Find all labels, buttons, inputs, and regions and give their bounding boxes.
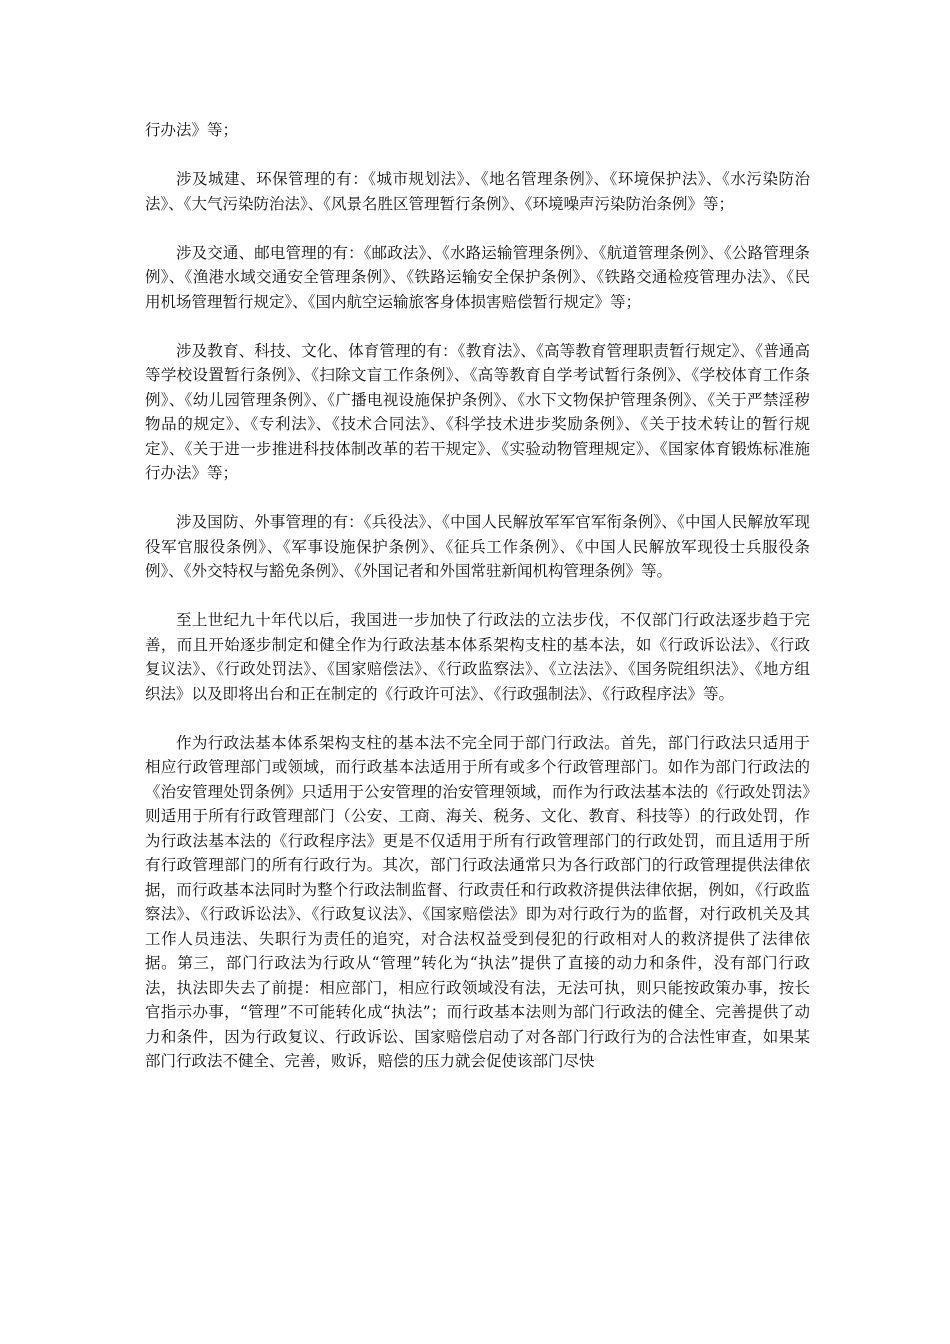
paragraph-continuation: 行办法》等； xyxy=(145,121,239,139)
paragraph-nineties-legislation: 至上世纪九十年代以后，我国进一步加快了行政法的立法步伐，不仅部门行政法逐步趋于完善，而且开始逐步制定和健全作为行政法基本体系架构支柱的基本法，如《行政诉讼法》、《行政复议法》、《行政处罚法》、《国家赔偿法》、《行政监察法》、《立法法》、《国务院组织法》、《地方组织法》以及即将出台和正在制定的《行政许可法》、《行政强制法》、《行政程序法》等。 xyxy=(145,611,810,703)
paragraph-urban-environment: 涉及城建、环保管理的有：《城市规划法》、《地名管理条例》、《环境保护法》、《水污染防治法》、《大气污染防治法》、《风景名胜区管理暂行条例》、《环境噪声污染防治条例》等； xyxy=(145,170,810,213)
paragraph-transport-post: 涉及交通、邮电管理的有：《邮政法》、《水路运输管理条例》、《航道管理条例》、《公路管理条例》、《渔港水域交通安全管理条例》、《铁路运输安全保护条例》、《铁路交通检疫管理办法》、《民用机场管理暂行规定》、《国内航空运输旅客身体损害赔偿暂行规定》等； xyxy=(145,243,810,311)
document-body xyxy=(145,118,810,1098)
paragraph-education-science: 涉及教育、科技、文化、体育管理的有：《教育法》、《高等教育管理职责暂行规定》、《普通高等学校设置暂行条例》、《扫除文盲工作条例》、《高等教育自学考试暂行条例》、《学校体育工作条例》、《幼儿园管理条例》、《广播电视设施保护条例》、《水下文物保护管理条例》、《关于严禁淫秽物品的规定》、《专利法》、《技术合同法》、《科学技术进步奖励条例》、《关于技术转让的暂行规定》、《关于进一步推进科技体制改革的若干规定》、《实验动物管理规定》、《国家体育锻炼标准施行办法》等； xyxy=(145,341,810,482)
paragraph-defense-foreign: 涉及国防、外事管理的有：《兵役法》、《中国人民解放军军官军衔条例》、《中国人民解放军现役军官服役条例》、《军事设施保护条例》、《征兵工作条例》、《中国人民解放军现役士兵服役条例》、《外交特权与豁免条例》、《外国记者和外国常驻新闻机构管理条例》等。 xyxy=(145,513,810,580)
paragraph-basic-law-comparison: 作为行政法基本体系架构支柱的基本法不完全同于部门行政法。首先，部门行政法只适用于相应行政管理部门或领域，而行政基本法适用于所有或多个行政管理部门。如作为部门行政法的《治安管理处罚条例》只适用于公安管理的治安管理领域，而作为行政法基本法的《行政处罚法》则适用于所有行政管理部门（公安、工商、海关、税务、文化、教育、科技等）的行政处罚，作为行政法基本法的《行政程序法》更是不仅适用于所有行政管理部门的行政处罚，而且适用于所有行政管理部门的所有行政行为。其次，部门行政法通常只为各行政部门的行政管理提供法律依据，而行政基本法同时为整个行政法制监督、行政责任和行政救济提供法律依据，例如，《行政监察法》、《行政诉讼法》、《行政复议法》、《国家赔偿法》即为对行政行为的监督，对行政机关及其工作人员违法、失职行为责任的追究，对合法权益受到侵犯的行政相对人的救济提供了法律依据。第三，部门行政法为行政从“管理”转化为“执法”提供了直接的动力和条件，没有部门行政法，执法即失去了前提：相应部门，相应行政领域没有法，无法可执，则只能按政策办事，按长官指示办事，“管理”不可能转化成“执法”；而行政基本法则为部门行政法的健全、完善提供了动力和条件，因为行政复议、行政诉讼、国家赔偿启动了对各部门行政行为的合法性审查，如果某部门行政法不健全、完善，败诉，赔偿的压力就会促使该部门尽快 xyxy=(145,733,810,1070)
